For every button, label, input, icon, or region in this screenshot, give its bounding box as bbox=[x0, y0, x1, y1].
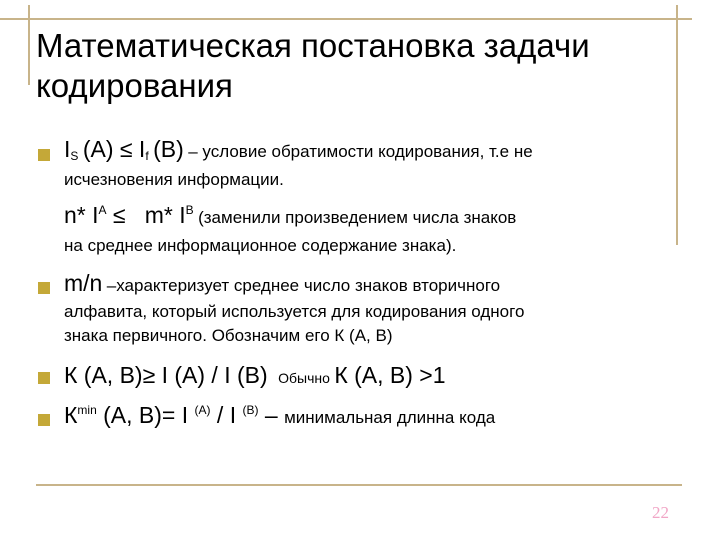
title-left-rule bbox=[28, 5, 30, 85]
arg-b: (B) bbox=[153, 136, 184, 162]
m-i-middle: ≤ m* I bbox=[106, 202, 186, 228]
bullet-1-line-2: исчезновения информации. bbox=[64, 170, 284, 189]
bullet-1-line-4: на среднее информационное содержание знака). bbox=[64, 236, 457, 255]
if-sub: f bbox=[145, 149, 149, 163]
bullet-2-line-1 bbox=[64, 270, 500, 297]
k-min-eq: (А, В)= I bbox=[96, 402, 195, 428]
bottom-rule bbox=[36, 484, 682, 486]
slide-title bbox=[36, 26, 666, 106]
bullet-1-line-3 bbox=[64, 202, 516, 229]
bullet-2-line-2: алфавита, который используется для кодирования одного bbox=[64, 302, 525, 321]
title-line-1: Математическая постановка задачи bbox=[36, 27, 590, 64]
sup-b-paren: (B) bbox=[242, 403, 259, 417]
title-line-2: кодирования bbox=[36, 67, 233, 104]
page-number: 22 bbox=[652, 503, 669, 522]
dash: – bbox=[258, 402, 285, 428]
bullet-1-desc-1: – условие обратимости кодирования, т.е не bbox=[188, 142, 533, 161]
bullet-marker-2 bbox=[38, 282, 50, 294]
usually-label: Обычно bbox=[278, 370, 330, 386]
sup-a-paren: (A) bbox=[194, 403, 211, 417]
slash-i: / I bbox=[210, 402, 243, 428]
bullet-4-line bbox=[64, 402, 495, 429]
bullet-2-desc-1: –характеризует среднее число знаков вторичного bbox=[106, 276, 501, 295]
bullet-3-line bbox=[64, 362, 446, 389]
m-over-n: m/n bbox=[64, 270, 103, 296]
k-greater-one: К (А, В) >1 bbox=[334, 362, 446, 388]
bullet-4-desc: минимальная длинна кода bbox=[284, 408, 496, 427]
k-inequality: К (А, В)≥ I (A) / I (B) bbox=[64, 362, 268, 388]
is-var: I bbox=[64, 136, 71, 162]
n-i-left: n* I bbox=[64, 202, 99, 228]
bullet-marker-3 bbox=[38, 372, 50, 384]
right-rule bbox=[676, 5, 678, 245]
is-sub: S bbox=[70, 149, 79, 163]
sup-b: B bbox=[185, 203, 194, 217]
top-rule bbox=[0, 18, 692, 20]
sup-min: min bbox=[77, 403, 97, 417]
k-min-k: К bbox=[64, 402, 78, 428]
arg-a: (A) ≤ I bbox=[82, 136, 146, 162]
bullet-marker-1 bbox=[38, 149, 50, 161]
bullet-1-line-1 bbox=[64, 136, 533, 163]
bullet-1-cont-desc-1: (заменили произведением числа знаков bbox=[198, 208, 517, 227]
bullet-marker-4 bbox=[38, 414, 50, 426]
bullet-2-line-3: знака первичного. Обозначим его К (А, В) bbox=[64, 326, 393, 345]
sup-a: A bbox=[98, 203, 107, 217]
